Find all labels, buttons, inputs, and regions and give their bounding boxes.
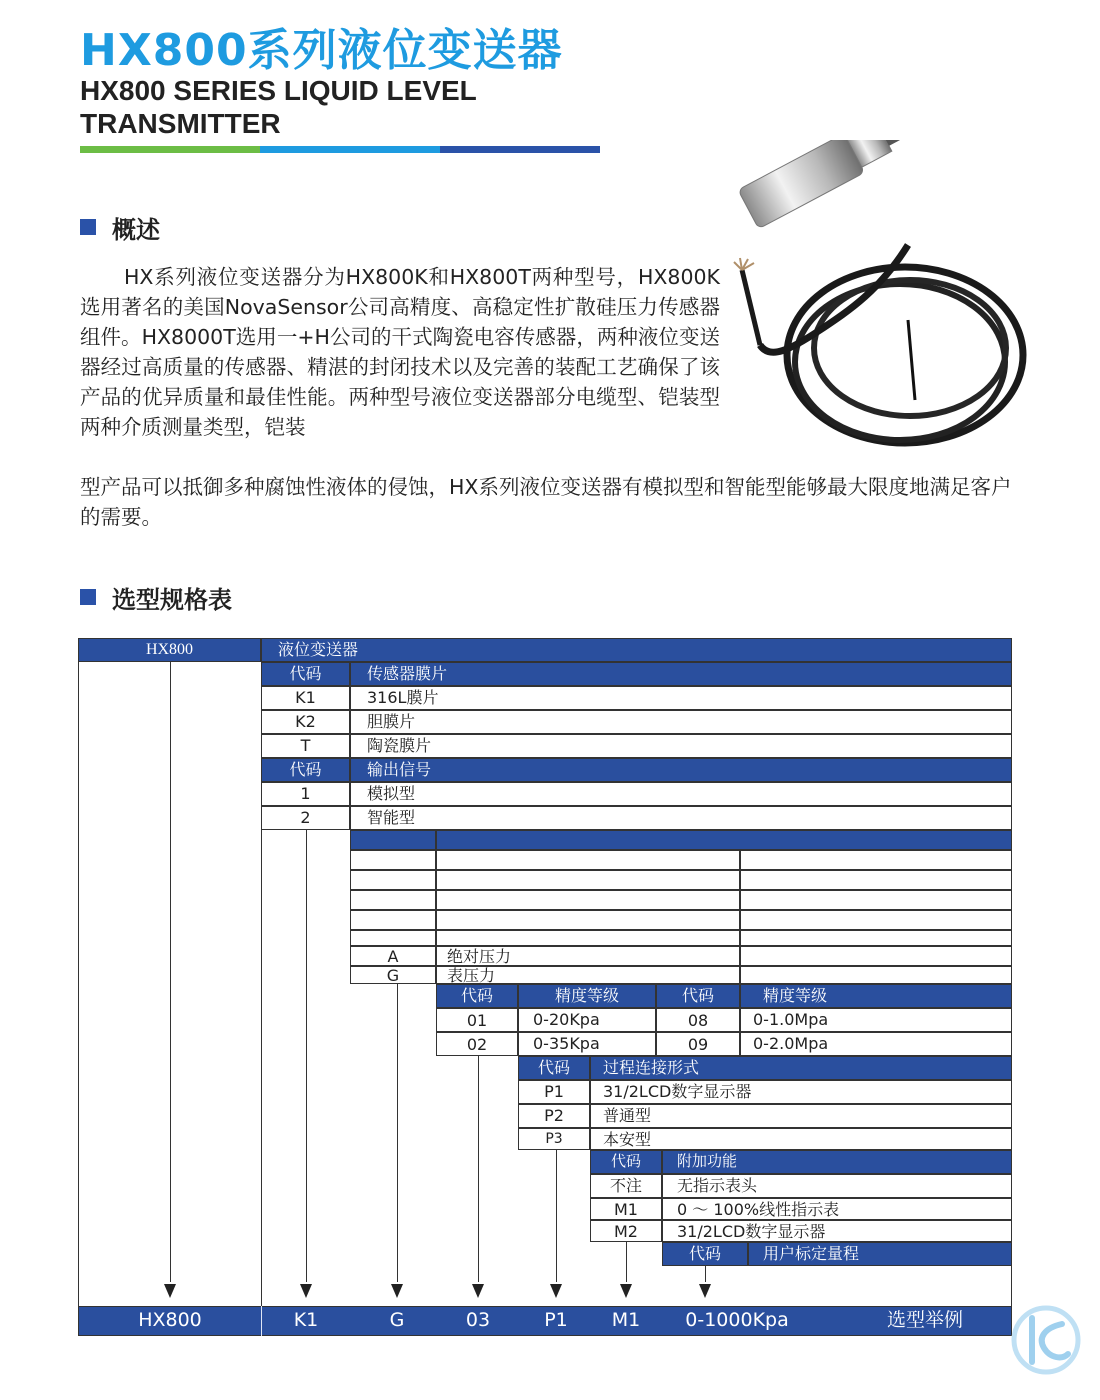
pressure-desc: 绝对压力	[436, 946, 740, 966]
overview-heading: 概述	[112, 216, 160, 244]
overview-paragraph	[80, 262, 720, 442]
guide-line	[397, 984, 398, 1282]
page-subtitle: HX800 SERIES LIQUID LEVEL TRANSMITTER	[80, 75, 477, 139]
overview-text-part1: HX系列液位变送器分为HX800K和HX800T两种型号，HX800K选用著名的美国NovaSensor公司高精度、高稳定性扩散硅压力传感器组件。HX8000T选用一+H公司的干式陶瓷电容传感器，两种液位变送器经过高质量的传感器、精湛的封闭技术以及完善的装配工艺确保了该产品的优异质量和最佳性能。两种型号液位变送器部分电缆型、铠装型两种介质测量类型，铠装	[80, 265, 720, 439]
guide-line	[306, 830, 307, 1282]
empty-cell	[436, 850, 740, 870]
arrow-down-icon	[620, 1284, 632, 1298]
example-connection: P1	[544, 1309, 568, 1331]
connection-code-header: 代码	[518, 1056, 590, 1080]
example-divider	[261, 1306, 262, 1336]
empty-cell	[350, 890, 436, 910]
pressure-code: A	[350, 946, 436, 966]
arrow-down-icon	[391, 1284, 403, 1298]
accuracy-code: 08	[656, 1008, 740, 1032]
example-sensor: K1	[293, 1309, 319, 1331]
title-underline-cyan	[260, 146, 440, 153]
pressure-header	[436, 830, 1012, 850]
page-title: HX800系列液位变送器	[80, 25, 563, 76]
empty-cell	[740, 890, 1012, 910]
sensor-desc: 316L膜片	[350, 686, 1012, 710]
accuracy-range: 0-20Kpa	[518, 1008, 656, 1032]
brand-logo-icon	[1010, 1304, 1082, 1376]
product-image	[730, 140, 1030, 460]
addon-code-header: 代码	[590, 1150, 662, 1174]
accuracy-range: 0-35Kpa	[518, 1032, 656, 1056]
empty-cell	[436, 870, 740, 890]
arrow-down-icon	[164, 1284, 176, 1298]
sensor-code: K1	[261, 686, 350, 710]
guide-line	[556, 1150, 557, 1282]
accuracy-code: 09	[656, 1032, 740, 1056]
sensor-desc: 陶瓷膜片	[350, 734, 1012, 758]
guide-line	[170, 662, 171, 1282]
empty-cell	[436, 910, 740, 930]
pressure-desc: 表压力	[436, 966, 740, 984]
empty-cell	[350, 870, 436, 890]
accuracy-range: 0-1.0Mpa	[740, 1008, 1012, 1032]
empty-cell	[350, 910, 436, 930]
connection-code: P3	[518, 1128, 590, 1150]
addon-code: M2	[590, 1220, 662, 1242]
output-code-header: 代码	[261, 758, 350, 782]
sensor-code: T	[261, 734, 350, 758]
empty-cell	[740, 930, 1012, 946]
connection-desc: 本安型	[590, 1128, 1012, 1150]
arrow-down-icon	[550, 1284, 562, 1298]
example-model: HX800	[138, 1309, 202, 1331]
arrow-down-icon	[699, 1284, 711, 1298]
arrow-down-icon	[472, 1284, 484, 1298]
section-marker	[80, 589, 96, 605]
empty-cell	[436, 930, 740, 946]
output-header: 输出信号	[350, 758, 1012, 782]
empty-cell	[740, 946, 1012, 966]
output-code: 2	[261, 806, 350, 830]
accuracy-code: 01	[436, 1008, 518, 1032]
output-desc: 智能型	[350, 806, 1012, 830]
connection-desc: 普通型	[590, 1104, 1012, 1128]
empty-cell	[740, 910, 1012, 930]
section-marker	[80, 219, 96, 235]
range-code-header: 代码	[662, 1242, 748, 1266]
addon-desc: 无指示表头	[662, 1174, 1012, 1198]
connection-code: P1	[518, 1080, 590, 1104]
model-cell: HX800	[78, 638, 261, 662]
selection-heading: 选型规格表	[112, 586, 232, 614]
arrow-down-icon	[300, 1284, 312, 1298]
addon-desc: 31/2LCD数字显示器	[662, 1220, 1012, 1242]
empty-cell	[740, 870, 1012, 890]
addon-code: 不注	[590, 1174, 662, 1198]
empty-cell	[740, 966, 1012, 984]
example-pressure: G	[389, 1309, 405, 1331]
pressure-code-header	[350, 830, 436, 850]
accuracy-code: 02	[436, 1032, 518, 1056]
title-underline-green	[80, 146, 260, 153]
connection-header: 过程连接形式	[590, 1056, 1012, 1080]
model-desc-cell: 液位变送器	[261, 638, 1012, 662]
sensor-header: 传感器膜片	[350, 662, 1012, 686]
title-underline-blue	[440, 146, 600, 153]
sensor-code-header: 代码	[261, 662, 350, 686]
sensor-code: K2	[261, 710, 350, 734]
accuracy-range: 0-2.0Mpa	[740, 1032, 1012, 1056]
overview-paragraph-cont: 型产品可以抵御多种腐蚀性液体的侵蚀，HX系列液位变送器有模拟型和智能型能够最大限度地满足客户的需要。	[80, 475, 1012, 529]
addon-header: 附加功能	[662, 1150, 1012, 1174]
example-range: 0-1000Kpa	[685, 1309, 789, 1331]
connection-desc: 31/2LCD数字显示器	[590, 1080, 1012, 1104]
guide-line	[626, 1242, 627, 1282]
connection-code: P2	[518, 1104, 590, 1128]
accuracy-code-header-2: 代码	[656, 984, 740, 1008]
addon-code: M1	[590, 1198, 662, 1220]
range-header: 用户标定量程	[748, 1242, 1012, 1266]
empty-cell	[350, 930, 436, 946]
pressure-code: G	[350, 966, 436, 984]
empty-cell	[350, 850, 436, 870]
addon-desc: 0 ～ 100%线性指示表	[662, 1198, 1012, 1220]
accuracy-header-2: 精度等级	[740, 984, 1012, 1008]
empty-cell	[740, 850, 1012, 870]
accuracy-header: 精度等级	[518, 984, 656, 1008]
example-label: 选型举例	[886, 1309, 963, 1331]
sensor-desc: 胆膜片	[350, 710, 1012, 734]
accuracy-code-header: 代码	[436, 984, 518, 1008]
output-desc: 模拟型	[350, 782, 1012, 806]
output-code: 1	[261, 782, 350, 806]
guide-line	[705, 1266, 706, 1282]
column-divider	[261, 662, 262, 1306]
empty-cell	[436, 890, 740, 910]
example-accuracy: 03	[465, 1309, 491, 1331]
guide-line	[478, 1056, 479, 1282]
example-addon: M1	[611, 1309, 641, 1331]
